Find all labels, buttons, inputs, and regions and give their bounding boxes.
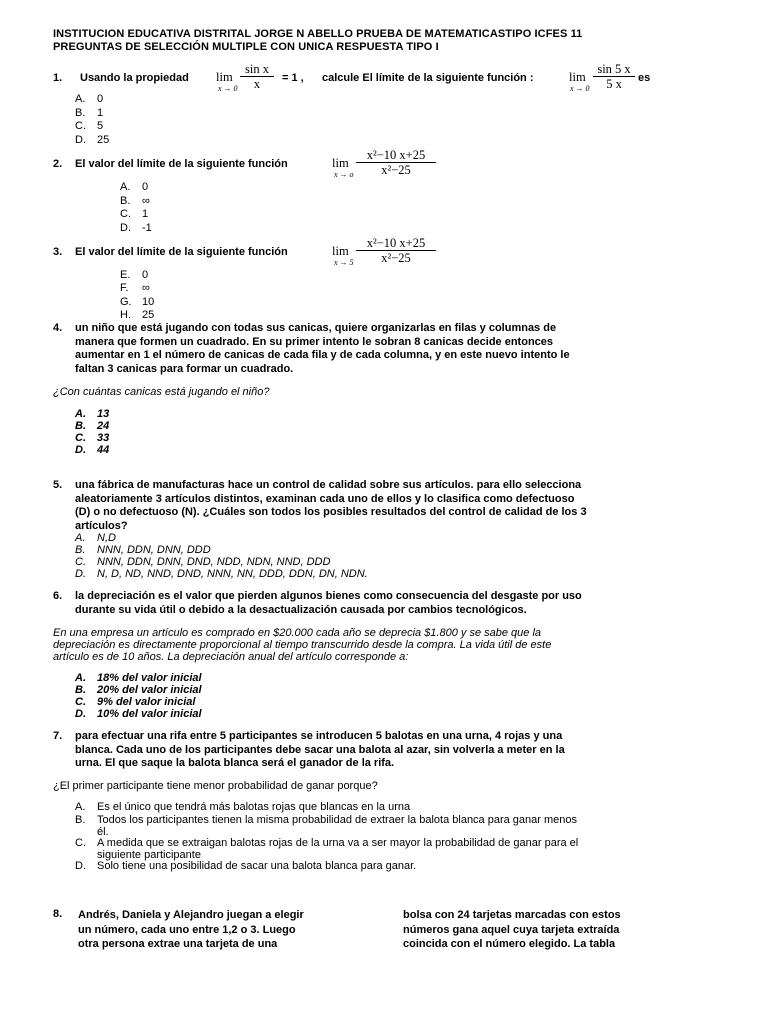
question-text: Usando la propiedad	[80, 72, 189, 84]
text-line: bolsa con 24 tarjetas marcadas con estos	[403, 909, 621, 921]
option-text: siguiente participante	[97, 848, 201, 861]
answer-option[interactable]	[75, 556, 330, 568]
question-number: 3.	[53, 246, 63, 258]
fraction-polynomial	[356, 236, 436, 265]
text-line: aleatoriamente 3 artículos distintos, examinan cada uno de ellos y lo clasifica como defectuoso	[75, 492, 575, 505]
answer-option[interactable]	[75, 120, 103, 132]
text-line: aumentar en 1 el número de canicas de cada fila y de cada columna, y en este nuevo intento le	[75, 349, 570, 361]
option-letter: C.	[75, 556, 86, 568]
option-text: 20% del valor inicial	[97, 684, 202, 696]
fraction-polynomial	[356, 148, 436, 177]
text-line: otra persona extrae una tarjeta de una	[78, 938, 278, 950]
option-text: N,D	[97, 532, 116, 544]
text-line: artículos?	[75, 519, 128, 532]
numerator: sin 5 x	[593, 62, 635, 77]
option-letter: C.	[75, 696, 86, 708]
answer-option[interactable]	[75, 532, 116, 544]
limit-subscript: x → 0	[218, 84, 238, 93]
limit-subscript: x → 5	[334, 258, 354, 267]
answer-option[interactable]	[75, 544, 211, 556]
option-letter: B.	[75, 814, 86, 826]
answer-option[interactable]	[75, 815, 577, 838]
denominator: x²−25	[381, 163, 411, 177]
answer-option[interactable]	[75, 93, 103, 105]
option-text: -1	[142, 222, 152, 234]
option-text: 10% del valor inicial	[97, 708, 202, 720]
answer-option[interactable]	[75, 802, 410, 814]
option-text: NNN, DDN, DNN, DDD	[97, 544, 211, 556]
numerator: x²−10 x+25	[356, 148, 436, 163]
option-letter: A.	[75, 801, 86, 813]
option-letter: C.	[75, 432, 86, 444]
option-text: NNN, DDN, DNN, DND, NDD, NDN, NND, DDD	[97, 556, 331, 568]
limit-symbol: lim	[332, 244, 349, 258]
limit-subscript: x → 0	[570, 84, 590, 93]
header-line-1: INSTITUCION EDUCATIVA DISTRITAL JORGE N ABELLO PRUEBA DE MATEMATICASTIPO ICFES 11	[53, 28, 583, 40]
question-text: El valor del límite de la siguiente función	[75, 246, 288, 258]
answer-option[interactable]	[120, 181, 148, 193]
denominator: x²−25	[381, 251, 411, 265]
question-context	[53, 627, 551, 663]
answer-option[interactable]	[75, 444, 109, 456]
option-text: ∞	[142, 195, 150, 207]
fraction-sin5x-over-5x	[593, 62, 635, 91]
denominator: 5 x	[606, 77, 622, 91]
answer-option[interactable]	[75, 134, 109, 146]
text-line: un número, cada uno entre 1,2 o 3. Luego	[78, 923, 296, 936]
option-text: 25	[142, 309, 155, 321]
answer-option[interactable]	[120, 195, 150, 207]
question-prompt: ¿El primer participante tiene menor probabilidad de ganar porque?	[53, 780, 378, 792]
question-number: 1.	[53, 72, 63, 84]
option-text: N, D, ND, NND, DND, NNN, NN, DDD, DDN, DN, NDN.	[97, 568, 368, 580]
option-letter: G.	[120, 296, 132, 308]
option-text: 18% del valor inicial	[97, 672, 202, 684]
option-letter: D.	[75, 568, 86, 580]
answer-option[interactable]	[75, 861, 416, 873]
answer-option[interactable]	[75, 838, 578, 861]
answer-option[interactable]	[120, 222, 152, 234]
option-letter: A.	[75, 93, 86, 105]
text-line: (D) o no defectuoso (N). ¿Cuáles son todos los posibles resultados del control de calidad de los 3	[75, 506, 587, 518]
text-line: urna. El que saque la balota blanca será el ganador de la rifa.	[75, 757, 395, 769]
option-text: ∞	[142, 282, 150, 294]
answer-option[interactable]	[120, 296, 154, 308]
option-text: 1	[142, 208, 149, 220]
answer-option[interactable]	[120, 269, 148, 281]
option-letter: C.	[75, 837, 86, 849]
question-text	[75, 730, 565, 771]
option-letter: B.	[75, 107, 86, 119]
text-line: Andrés, Daniela y Alejandro juegan a elegir	[78, 909, 304, 921]
numerator: sin x	[240, 62, 274, 77]
fraction-sinx-over-x	[240, 62, 274, 91]
answer-option[interactable]	[75, 420, 109, 432]
answer-option[interactable]	[75, 432, 109, 444]
option-letter: C.	[120, 208, 131, 220]
option-letter: E.	[120, 269, 131, 281]
question-number: 7.	[53, 730, 63, 742]
limit-subscript: x → o	[334, 170, 354, 179]
question-text	[75, 322, 570, 376]
option-letter: A.	[75, 408, 86, 420]
answer-option[interactable]	[75, 107, 103, 119]
option-letter: F.	[120, 282, 129, 294]
answer-option[interactable]	[120, 309, 154, 321]
option-text: 1	[97, 107, 104, 119]
question-text-continued: calcule El límite de la siguiente función :	[322, 72, 534, 84]
question-number: 4.	[53, 322, 63, 334]
option-text: 33	[97, 432, 110, 444]
option-text: 10	[142, 296, 155, 308]
text-line: para efectuar una rifa entre 5 participantes se introducen 5 balotas en una urna, 4 rojas y una	[75, 730, 563, 742]
text-line: manera que formen un cuadrado. En su primer intento le sobran 8 canicas decide entonces	[75, 335, 554, 348]
option-text: 0	[97, 93, 104, 105]
answer-option[interactable]	[75, 696, 195, 708]
question-number: 6.	[53, 590, 63, 602]
question-number: 2.	[53, 158, 63, 170]
option-letter: A.	[75, 672, 86, 684]
option-text: 24	[97, 420, 110, 432]
text-line: la depreciación es el valor que pierden algunos bienes como consecuencia del desgaste por uso	[75, 590, 582, 602]
answer-option[interactable]	[120, 208, 148, 220]
header-line-2: PREGUNTAS DE SELECCIÓN MULTIPLE CON UNICA RESPUESTA TIPO I	[53, 41, 439, 53]
text-line: una fábrica de manufacturas hace un control de calidad sobre sus artículos. para ello selecciona	[75, 479, 582, 491]
option-letter: H.	[120, 309, 131, 321]
option-letter: B.	[75, 684, 86, 696]
option-text: Todos los participantes tienen la misma probabilidad de extraer la balota blanca para ganar menos	[97, 814, 578, 826]
text-line: durante su vida útil o debido a la desactualización causada por cambios tecnológicos.	[75, 603, 527, 616]
option-letter: D.	[75, 708, 86, 720]
text-line: números gana aquel cuya tarjeta extraída	[403, 923, 620, 936]
option-letter: D.	[75, 860, 86, 872]
limit-symbol: lim	[569, 70, 586, 84]
option-letter: B.	[75, 544, 86, 556]
text-line: depreciación es directamente proporcional al tiempo transcurrido desde la compra. La vida útil de este	[53, 639, 552, 651]
option-text: 13	[97, 408, 110, 420]
option-text: A medida que se extraigan balotas rojas de la urna va a ser mayor la probabilidad de ganar para el	[97, 837, 579, 849]
option-letter: B.	[75, 420, 86, 432]
answer-option[interactable]	[75, 684, 202, 696]
text-line: un niño que está jugando con todas sus canicas, quiere organizarlas en filas y columnas de	[75, 322, 557, 334]
option-text: 44	[97, 444, 110, 456]
option-text: 25	[97, 134, 110, 146]
option-text: él.	[97, 825, 109, 838]
option-text: Es el único que tendrá más balotas rojas que blancas en la urna	[97, 801, 411, 813]
answer-option[interactable]	[75, 408, 109, 420]
option-letter: C.	[75, 120, 86, 132]
option-text: 5	[97, 120, 104, 132]
option-text: 9% del valor inicial	[97, 696, 196, 708]
option-text: 0	[142, 181, 149, 193]
answer-option[interactable]	[75, 672, 202, 684]
question-prompt: ¿Con cuántas canicas está jugando el niño?	[53, 386, 270, 398]
answer-option[interactable]	[75, 568, 368, 580]
option-letter: D.	[120, 222, 131, 234]
question-text: El valor del límite de la siguiente función	[75, 158, 288, 170]
text-line: En una empresa un artículo es comprado en $20.000 cada año se deprecia $1.800 y se sabe que la	[53, 627, 542, 639]
answer-option[interactable]	[75, 708, 202, 720]
limit-symbol: lim	[332, 156, 349, 170]
question-text-column-2	[403, 908, 621, 952]
question-text	[75, 590, 582, 617]
equals-one: = 1 ,	[282, 72, 304, 84]
question-text	[75, 479, 587, 533]
numerator: x²−10 x+25	[356, 236, 436, 251]
option-letter: A.	[120, 181, 131, 193]
option-letter: B.	[120, 195, 131, 207]
question-text-end: es	[638, 72, 651, 84]
limit-symbol: lim	[216, 70, 233, 84]
text-line: artículo es de 10 años. La depreciación anual del artículo corresponde a:	[53, 651, 409, 663]
answer-option[interactable]	[120, 282, 150, 294]
option-letter: A.	[75, 532, 86, 544]
option-text: Solo tiene una posibilidad de sacar una balota blanca para ganar.	[97, 860, 417, 872]
text-line: blanca. Cada uno de los participantes debe sacar una balota al azar, sin volverla a meter en la	[75, 743, 565, 756]
question-text-column-1	[78, 908, 304, 952]
option-text: 0	[142, 269, 149, 281]
question-number: 8.	[53, 908, 63, 920]
text-line: faltan 3 canicas para formar un cuadrado.	[75, 362, 294, 375]
option-letter: D.	[75, 444, 86, 456]
question-number: 5.	[53, 479, 63, 491]
option-letter: D.	[75, 134, 86, 146]
text-line: coincida con el número elegido. La tabla	[403, 938, 616, 950]
denominator: x	[253, 77, 261, 91]
